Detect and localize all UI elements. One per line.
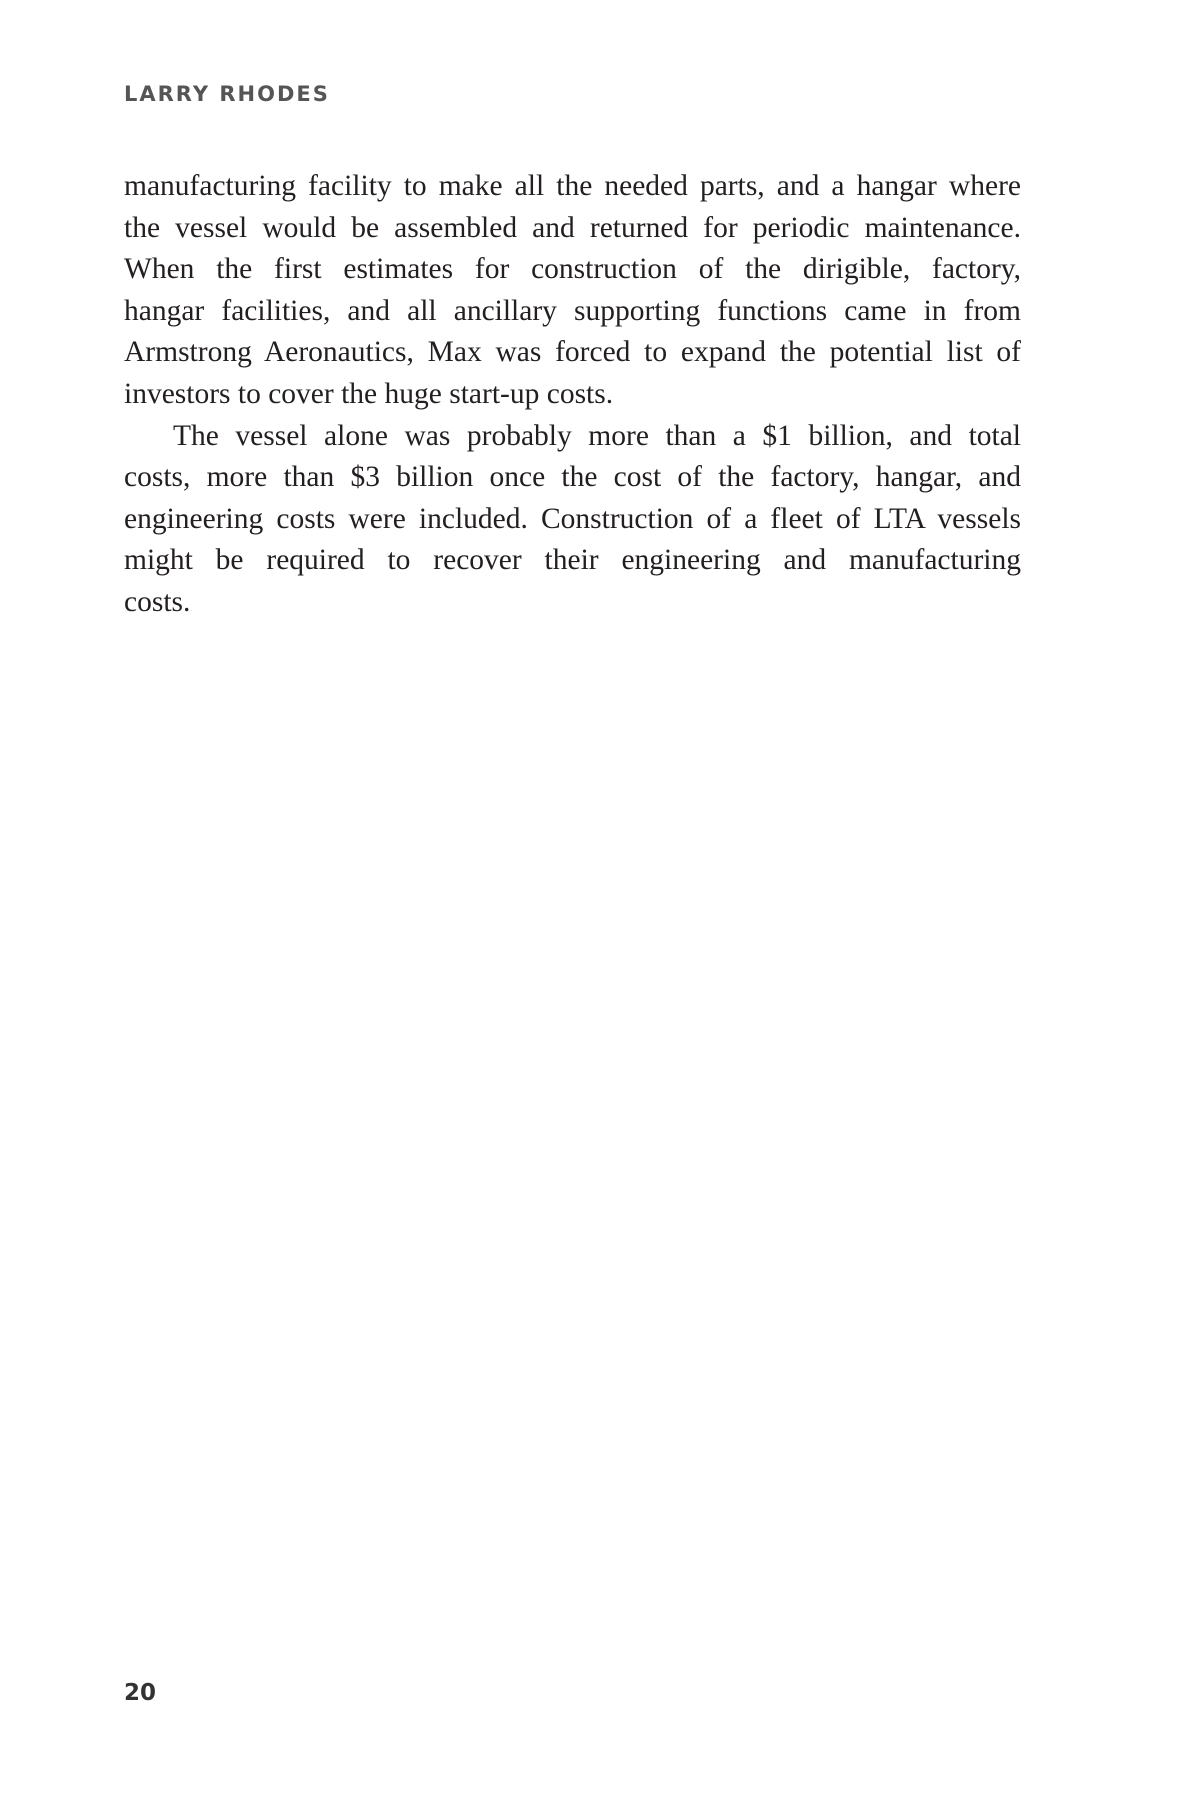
- paragraph: [124, 166, 1021, 416]
- text-line: engineering costs were included. Construction of a fleet of LTA vessels: [124, 502, 1021, 535]
- text-line: costs, more than $3 billion once the cost of the factory, hangar, and: [124, 461, 1021, 494]
- paragraph: [124, 416, 1021, 624]
- text-line: Armstrong Aeronautics, Max was forced to expand the potential list of: [124, 336, 1021, 369]
- text-line: investors to cover the huge start-up costs.: [124, 377, 614, 410]
- text-line: manufacturing facility to make all the needed parts, and a hangar where: [124, 170, 1021, 202]
- text-line: When the first estimates for construction of the dirigible, factory,: [124, 253, 1021, 286]
- text-line: hangar facilities, and all ancillary supporting functions came in from: [124, 294, 1021, 327]
- text-line: costs.: [124, 585, 191, 618]
- text-line: The vessel alone was probably more than a $1 billion, and total: [173, 419, 1021, 452]
- body-text: [124, 166, 1021, 624]
- text-line: the vessel would be assembled and returned for periodic maintenance.: [124, 211, 1021, 244]
- page-number: 20: [124, 1680, 157, 1706]
- running-header-author: LARRY RHODES: [124, 82, 330, 106]
- text-line: might be required to recover their engineering and manufacturing: [124, 544, 1021, 577]
